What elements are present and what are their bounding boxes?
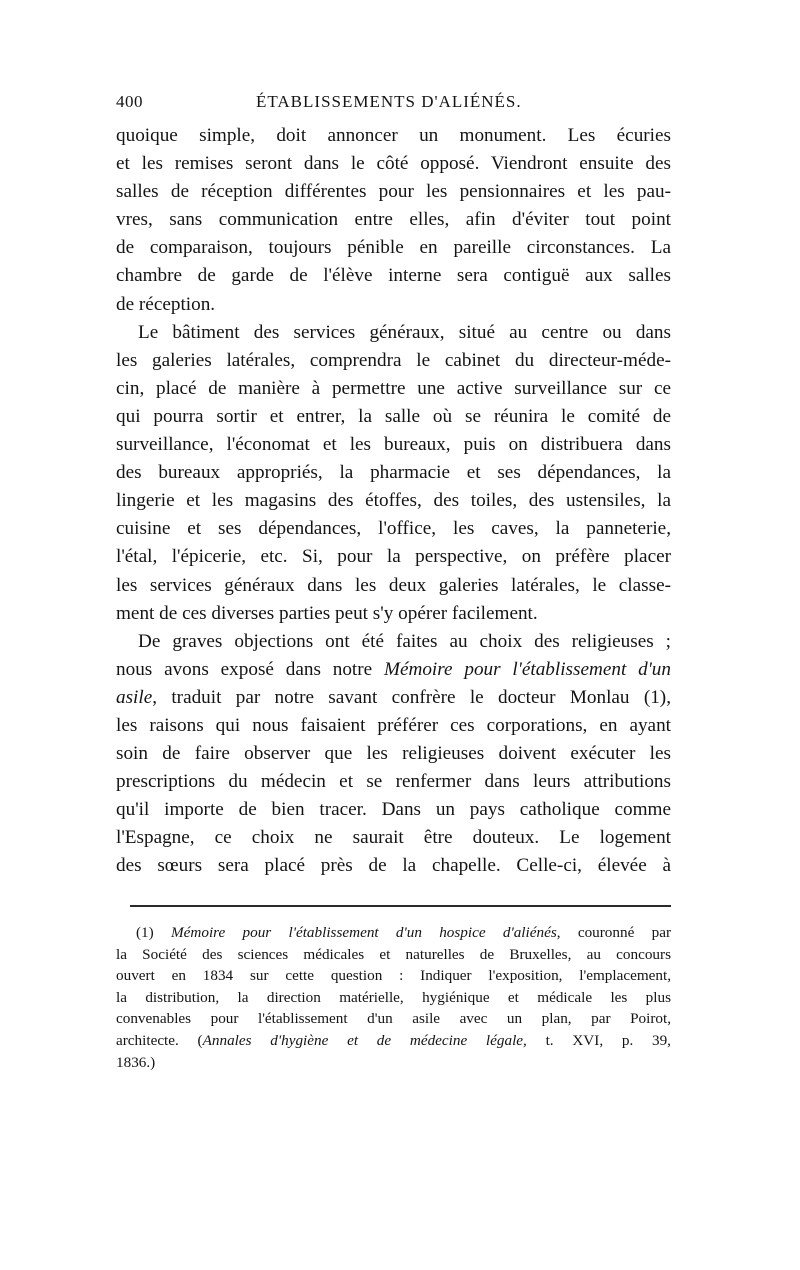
text-line: ment de ces diverses parties peut s'y opérer facilement. (116, 602, 538, 624)
line-text: nous avons exposé dans notre (116, 658, 384, 680)
text-line: des sœurs sera placé près de la chapelle. Celle-ci, élevée à (116, 855, 671, 877)
text-line: lingerie et les magasins des étoffes, des toiles, des ustensiles, la (116, 490, 671, 512)
cited-title: Annales d'hygiène et de médecine légale (202, 1031, 524, 1049)
text-line: les galeries latérales, comprendra le cabinet du directeur-méde- (116, 349, 671, 371)
running-head: ÉTABLISSEMENTS D'ALIÉNÉS. (256, 92, 522, 111)
footnote-divider (130, 905, 671, 907)
text-line: cuisine et ses dépendances, l'office, les caves, la panneterie, (116, 518, 671, 540)
line-text: , traduit par notre savant confrère le docteur Monlau (1), (152, 686, 671, 708)
text-line: qu'il importe de bien tracer. Dans un pays catholique comme (116, 799, 671, 821)
page-header (116, 92, 671, 122)
paragraph-start-line: Le bâtiment des services généraux, situé au centre ou dans (138, 321, 671, 343)
text-line: cin, placé de manière à permettre une active surveillance sur ce (116, 377, 671, 399)
footnote-line (116, 922, 671, 944)
page-number: 400 (116, 92, 143, 111)
text-line: les services généraux dans les deux galeries latérales, le classe- (116, 574, 671, 596)
text-line-with-title (116, 684, 671, 712)
body-text (116, 122, 671, 881)
footnote-marker: (1) (136, 924, 171, 941)
footnote-line: ouvert en 1834 sur cette question : Indiquer l'exposition, l'emplacement, (116, 967, 671, 985)
text-line: les raisons qui nous faisaient préférer ces corporations, en ayant (116, 714, 671, 736)
text-line: l'Espagne, ce choix ne saurait être douteux. Le logement (116, 827, 671, 849)
text-line: soin de faire observer que les religieuses doivent exécuter les (116, 743, 671, 765)
line-text: , couronné par (556, 924, 671, 941)
footnote-line (116, 1030, 671, 1052)
text-line-with-title (116, 656, 671, 684)
text-line: l'étal, l'épicerie, etc. Si, pour la perspective, on préfère placer (116, 546, 671, 568)
text-line: de réception. (116, 293, 216, 315)
footnote-line: la distribution, la direction matérielle, hygiénique et médicale les plus (116, 988, 671, 1006)
footnote-line: convenables pour l'établissement d'un asile avec un plan, par Poirot, (116, 1010, 671, 1028)
text-line: des bureaux appropriés, la pharmacie et ses dépendances, la (116, 462, 671, 484)
text-line: surveillance, l'économat et les bureaux, puis on distribuera dans (116, 434, 671, 456)
line-text: architecte. ( (116, 1031, 203, 1049)
text-line: salles de réception différentes pour les pensionnaires et les pau- (116, 181, 671, 203)
text-line: et les remises seront dans le côté opposé. Viendront ensuite des (116, 153, 671, 175)
footnote (116, 922, 671, 1073)
text-line: de comparaison, toujours pénible en pareille circonstances. La (116, 237, 671, 259)
cited-title: Mémoire pour l'établissement d'un hospice d'aliénés (170, 924, 557, 941)
footnote-line: 1836.) (116, 1053, 156, 1071)
text-line: qui pourra sortir et entrer, la salle où se réunira le comité de (116, 405, 671, 427)
text-line: vres, sans communication entre elles, afin d'éviter tout point (116, 209, 671, 231)
text-line: prescriptions du médecin et se renfermer dans leurs attributions (116, 771, 671, 793)
footnote-line: la Société des sciences médicales et naturelles de Bruxelles, au concours (116, 945, 671, 963)
cited-title: Mémoire pour l'établissement d'un (383, 658, 671, 680)
line-text: , t. XVI, p. 39, (523, 1031, 671, 1049)
book-page (116, 92, 671, 1071)
paragraph-start-line: De graves objections ont été faites au choix des religieuses ; (138, 630, 671, 652)
text-line: quoique simple, doit annoncer un monument. Les écuries (116, 125, 671, 146)
text-line: chambre de garde de l'élève interne sera contiguë aux salles (116, 265, 671, 287)
cited-title: asile (116, 686, 153, 708)
